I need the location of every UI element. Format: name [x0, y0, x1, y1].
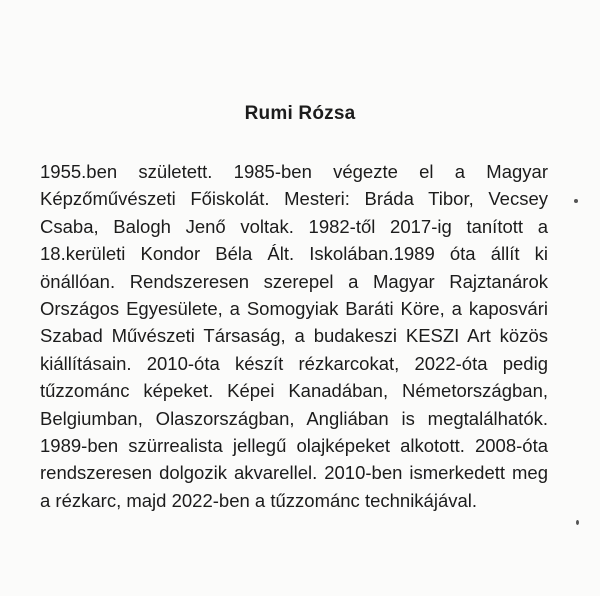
paragraph-line: 18.kerületi Kondor Béla Ált. Iskolában.1989 óta állít ki [40, 243, 548, 265]
document-title: Rumi Rózsa [244, 103, 356, 124]
paragraph-line: 1989-ben szürrealista jellegű olajképeket alkotott. 2008-óta [40, 434, 548, 456]
paragraph-line: Belgiumban, Olaszországban, Angliában is megtalálhatók. [40, 407, 548, 429]
paragraph-line: rendszeresen dolgozik akvarellel. 2010-ben ismerkedett meg [40, 462, 548, 484]
biography-paragraph [40, 158, 548, 514]
paragraph-line: önállóan. Rendszeresen szerepel a Magyar Rajztanárok [40, 270, 548, 292]
paragraph-line: 1955.ben született. 1985-ben végezte el a Magyar [40, 161, 548, 182]
paragraph-line-last: a rézkarc, majd 2022-ben a tűzzománc technikájával. [40, 489, 478, 511]
paragraph-line: Képzőművészeti Főiskolát. Mesteri: Bráda Tibor, Vecsey [40, 188, 548, 210]
paragraph-line: Szabad Művészeti Társaság, a budakeszi KESZI Art közös [40, 325, 548, 347]
paragraph-line: Országos Egyesülete, a Somogyiak Baráti Köre, a kaposvári [40, 297, 548, 319]
scan-speck [574, 199, 578, 203]
scan-speck [576, 520, 579, 525]
paragraph-line: tűzzománc képeket. Képei Kanadában, Németországban, [40, 380, 548, 402]
paragraph-line: Csaba, Balogh Jenő voltak. 1982-től 2017-ig tanított a [40, 215, 548, 237]
paragraph-line: kiállításain. 2010-óta készít rézkarcokat, 2022-óta pedig [40, 352, 548, 374]
